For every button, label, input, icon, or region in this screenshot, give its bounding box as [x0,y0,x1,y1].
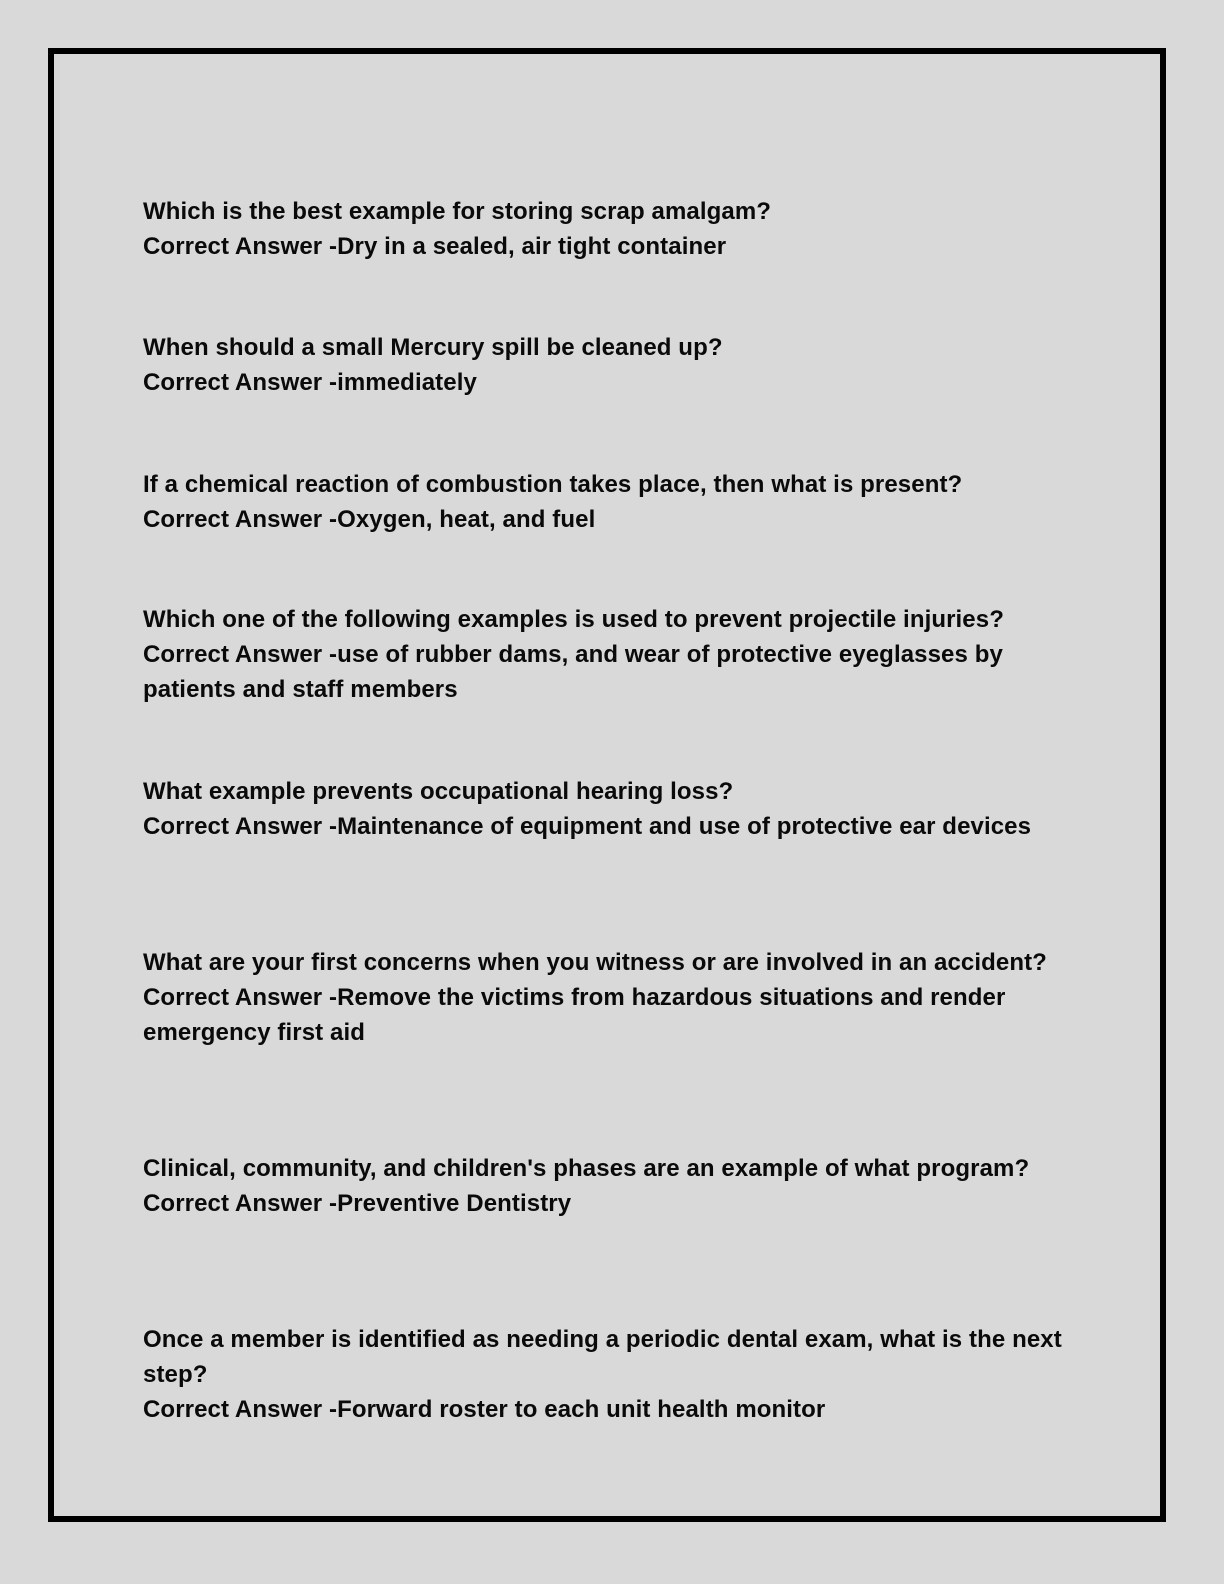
answer-text: Correct Answer -use of rubber dams, and wear of protective eyeglasses by patients and staff members [143,641,1003,703]
qa-item [143,1151,1083,1221]
question-text: Which one of the following examples is used to prevent projectile injuries? [143,606,1004,633]
qa-item [143,1322,1083,1427]
question-text: When should a small Mercury spill be cleaned up? [143,334,723,361]
qa-item [143,774,1083,844]
answer-text: Correct Answer -Maintenance of equipment and use of protective ear devices [143,813,1032,840]
answer-text: Correct Answer -immediately [143,369,477,396]
answer-text: Correct Answer -Remove the victims from hazardous situations and render emergency first aid [143,984,1006,1046]
qa-item [143,194,1083,264]
answer-text: Correct Answer -Forward roster to each unit health monitor [143,1396,826,1423]
question-text: Which is the best example for storing scrap amalgam? [143,198,772,225]
question-text: What are your first concerns when you witness or are involved in an accident? [143,949,1047,976]
question-text: Clinical, community, and children's phases are an example of what program? [143,1155,1030,1182]
qa-item [143,945,1083,1050]
qa-item [143,467,1083,537]
question-text: What example prevents occupational hearing loss? [143,778,734,805]
question-text: If a chemical reaction of combustion takes place, then what is present? [143,471,963,498]
question-text: Once a member is identified as needing a periodic dental exam, what is the next step? [143,1326,1062,1388]
qa-item [143,330,1083,400]
answer-text: Correct Answer -Oxygen, heat, and fuel [143,506,596,533]
answer-text: Correct Answer -Preventive Dentistry [143,1190,572,1217]
qa-item [143,602,1083,707]
answer-text: Correct Answer -Dry in a sealed, air tight container [143,233,727,260]
